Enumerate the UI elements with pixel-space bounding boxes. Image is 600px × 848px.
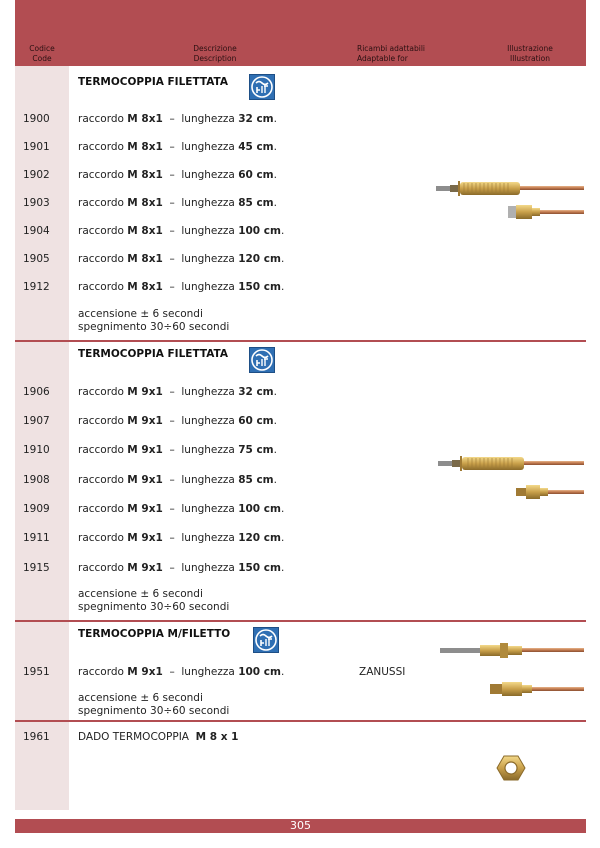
thermocouple-image xyxy=(438,452,586,502)
product-description: raccordo M 8x1 – lunghezza 100 cm. xyxy=(78,225,285,237)
product-code: 1906 xyxy=(23,386,50,398)
product-code: 1910 xyxy=(23,444,50,456)
section-separator xyxy=(15,620,586,622)
note-ignition: accensione ± 6 secondi xyxy=(78,692,203,704)
product-description: raccordo M 9x1 – lunghezza 100 cm. xyxy=(78,503,285,515)
product-code: 1902 xyxy=(23,169,50,181)
header-code-it: Codice xyxy=(29,44,55,53)
product-description: raccordo M 8x1 – lunghezza 32 cm. xyxy=(78,113,277,125)
product-code: 1951 xyxy=(23,666,50,678)
thermocouple-image xyxy=(440,640,586,706)
product-description: raccordo M 8x1 – lunghezza 85 cm. xyxy=(78,197,277,209)
note-shutdown: spegnimento 30÷60 secondi xyxy=(78,600,230,613)
product-code: 1908 xyxy=(23,474,50,486)
product-description: raccordo M 9x1 – lunghezza 150 cm. xyxy=(78,562,285,574)
ignition-note xyxy=(78,308,229,333)
note-ignition: accensione ± 6 secondi xyxy=(78,308,203,320)
product-description: DADO TERMOCOPPIA M 8 x 1 xyxy=(78,731,239,743)
header-ill-it: Illustrazione xyxy=(507,44,553,53)
product-description: raccordo M 9x1 – lunghezza 120 cm. xyxy=(78,532,285,544)
product-code: 1901 xyxy=(23,141,50,153)
thermocouple-image xyxy=(436,176,586,222)
product-description: raccordo M 9x1 – lunghezza 100 cm. xyxy=(78,666,285,678)
product-code: 1909 xyxy=(23,503,50,515)
sit-logo xyxy=(249,347,275,373)
section-title: TERMOCOPPIA FILETTATA xyxy=(78,76,228,88)
header-adaptable xyxy=(357,44,447,64)
header-description xyxy=(135,44,295,64)
note-shutdown: spegnimento 30÷60 secondi xyxy=(78,704,230,717)
ignition-note xyxy=(78,692,229,717)
product-description: raccordo M 9x1 – lunghezza 85 cm. xyxy=(78,474,277,486)
product-code: 1905 xyxy=(23,253,50,265)
product-code: 1907 xyxy=(23,415,50,427)
page-number: 305 xyxy=(15,819,586,833)
note-shutdown: spegnimento 30÷60 secondi xyxy=(78,320,230,333)
header-code xyxy=(15,44,69,64)
ignition-note xyxy=(78,588,229,613)
adaptable-for: ZANUSSI xyxy=(359,666,406,678)
header-desc-en: Description xyxy=(193,54,237,63)
nut-image xyxy=(496,754,526,782)
product-description: raccordo M 8x1 – lunghezza 150 cm. xyxy=(78,281,285,293)
header-band xyxy=(15,0,586,66)
sit-logo xyxy=(249,74,275,100)
header-illustration xyxy=(475,44,585,64)
note-ignition: accensione ± 6 secondi xyxy=(78,588,203,600)
product-code: 1904 xyxy=(23,225,50,237)
product-description: raccordo M 8x1 – lunghezza 45 cm. xyxy=(78,141,277,153)
product-description: raccordo M 9x1 – lunghezza 60 cm. xyxy=(78,415,277,427)
header-adapt-it: Ricambi adattabili xyxy=(357,44,425,53)
product-code: 1912 xyxy=(23,281,50,293)
product-code: 1961 xyxy=(23,731,50,743)
section-title: TERMOCOPPIA M/FILETTO xyxy=(78,628,231,640)
product-description: raccordo M 8x1 – lunghezza 120 cm. xyxy=(78,253,285,265)
section-separator xyxy=(15,720,586,722)
product-description: raccordo M 9x1 – lunghezza 32 cm. xyxy=(78,386,277,398)
product-code: 1900 xyxy=(23,113,50,125)
section-title: TERMOCOPPIA FILETTATA xyxy=(78,348,228,360)
product-description: raccordo M 9x1 – lunghezza 75 cm. xyxy=(78,444,277,456)
product-code: 1911 xyxy=(23,532,50,544)
header-desc-it: Descrizione xyxy=(193,44,237,53)
product-description: raccordo M 8x1 – lunghezza 60 cm. xyxy=(78,169,277,181)
header-ill-en: Illustration xyxy=(509,54,551,63)
header-adapt-en: Adaptable for xyxy=(357,54,408,63)
section-separator xyxy=(15,340,586,342)
product-code: 1903 xyxy=(23,197,50,209)
header-code-en: Code xyxy=(32,54,52,63)
sit-logo xyxy=(253,627,279,653)
product-code: 1915 xyxy=(23,562,50,574)
